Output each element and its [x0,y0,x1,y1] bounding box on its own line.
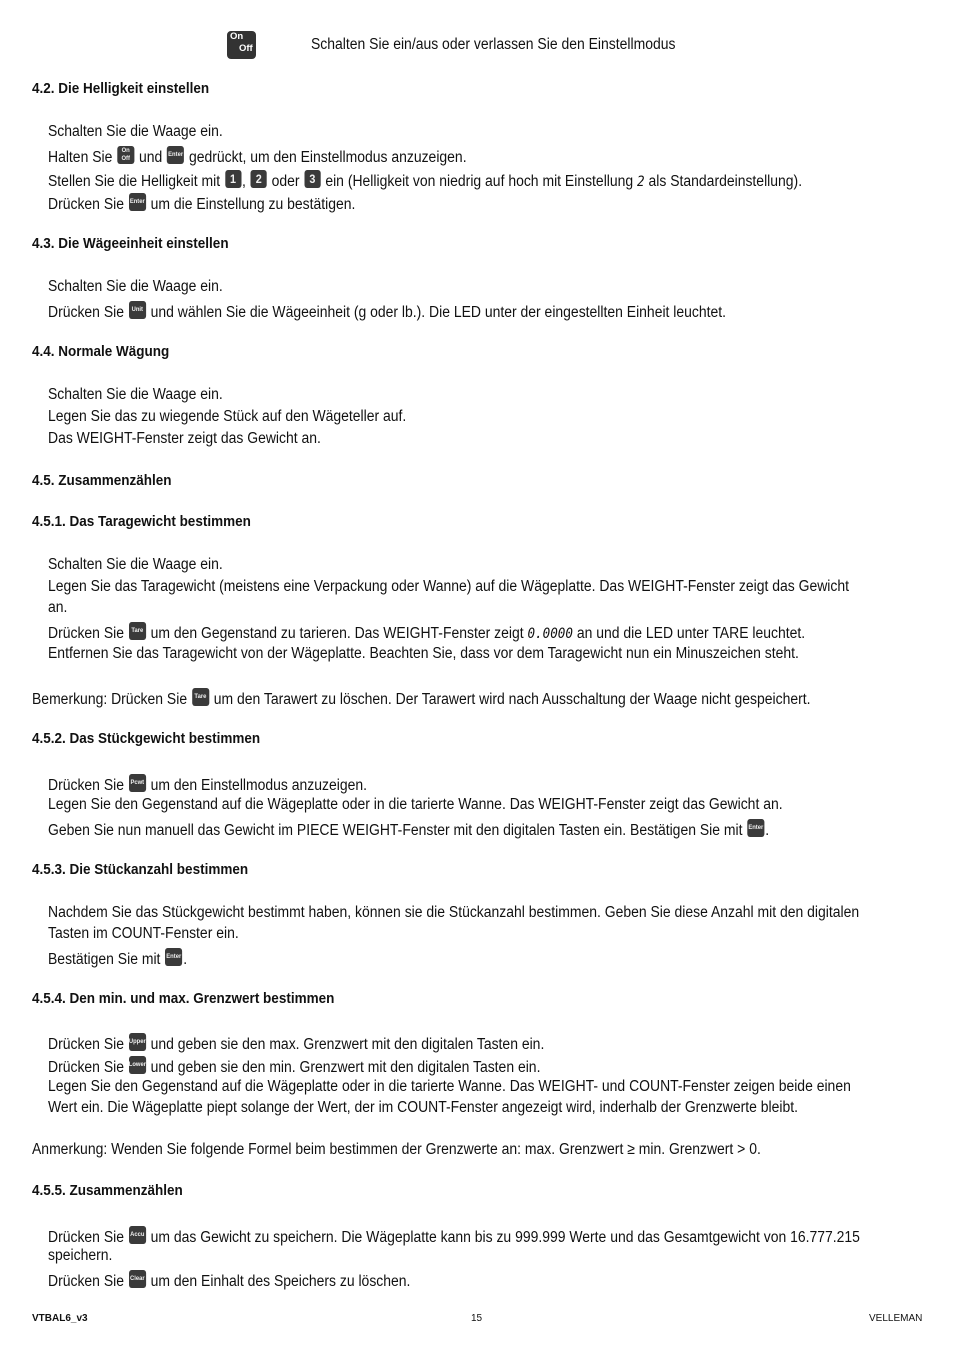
section-4-5-1-heading: 4.5.1. Das Taragewicht bestimmen [32,513,251,530]
s451-line5: Entfernen Sie das Taragewicht von der Wägeplatte. Beachten Sie, dass vor dem Taragewicht nun ein Minuszeichen steht. [48,645,799,662]
enter-key-icon: Enter [747,819,764,837]
s454-line2: Drücken Sie Lower und geben sie den min. Grenzwert mit den digitalen Tasten ein. [48,1056,540,1077]
s454-line4: Wert ein. Die Wägeplatte piept solange der Wert, der im COUNT-Fenster angezeigt wird, inderhalb der Grenzwerte bleibt. [48,1099,799,1116]
on-off-key-icon: On Off [117,146,134,164]
s42-line1: Schalten Sie die Waage ein. [48,123,223,140]
tare-key-icon: Tare [129,622,146,640]
s454-line1: Drücken Sie Upper und geben sie den max. Grenzwert mit den digitalen Tasten ein. [48,1033,544,1054]
footer-brand: VELLEMAN [869,1313,923,1324]
tare-key-icon: Tare [192,688,209,706]
s44-line2: Legen Sie das zu wiegende Stück auf den Wägeteller auf. [48,408,407,425]
s452-line3: Geben Sie nun manuell das Gewicht im PIECE WEIGHT-Fenster mit den digitalen Tasten ein. Bestätigen Sie mit Enter . [48,819,769,840]
section-4-3-heading: 4.3. Die Wägeeinheit einstellen [32,235,229,252]
section-4-5-5-heading: 4.5.5. Zusammenzählen [32,1182,183,1199]
s453-line3: Bestätigen Sie mit Enter . [48,948,187,969]
key-3-icon: 3 [304,170,320,188]
s452-line2: Legen Sie den Gegenstand auf die Wägeplatte oder in die tarierte Wanne. Das WEIGHT-Fenster zeigt das Gewicht an. [48,796,783,813]
s42-line4: Drücken Sie Enter um die Einstellung zu bestätigen. [48,193,355,214]
section-4-2-heading: 4.2. Die Helligkeit einstellen [32,80,210,97]
s43-line2: Drücken Sie Unit und wählen Sie die Wägeeinheit (g oder lb.). Die LED unter der eingestellten Einheit leuchtet. [48,301,726,322]
on-off-description: Schalten Sie ein/aus oder verlassen Sie den Einstellmodus [311,36,676,53]
footer-doc-code: VTBAL6_v3 [32,1313,88,1324]
s455-line2: speichern. [48,1247,113,1264]
footer-page-number: 15 [471,1313,483,1324]
s451-line4: Drücken Sie Tare um den Gegenstand zu tarieren. Das WEIGHT-Fenster zeigt 0.0000 an und die LED unter TARE leuchtet. [48,622,805,643]
key-2-icon: 2 [251,170,267,188]
s451-note: Bemerkung: Drücken Sie Tare um den Tarawert zu löschen. Der Tarawert wird nach Ausschaltung der Waage nicht gespeichert. [32,688,811,709]
s451-line2: Legen Sie das Taragewicht (meistens eine Verpackung oder Wanne) auf die Wägeplatte. Das WEIGHT-Fenster zeigt das Gewicht [48,578,849,595]
enter-key-icon: Enter [167,146,184,164]
s454-line3: Legen Sie den Gegenstand auf die Wägeplatte oder in die tarierte Wanne. Das WEIGHT- und COUNT-Fenster zeigen beide einen [48,1078,851,1095]
s453-line2: Tasten im COUNT-Fenster ein. [48,925,239,942]
upper-key-icon: Upper [129,1033,146,1051]
s42-line3: Stellen Sie die Helligkeit mit 1 , 2 oder 3 ein (Helligkeit von niedrig auf hoch mit Einstellung 2 als Standardeinstellung). [48,172,803,190]
clear-key-icon: Clear [129,1270,146,1288]
s452-line1: Drücken Sie Pcwt um den Einstellmodus anzuzeigen. [48,774,367,795]
on-off-key-icon: On Off [227,31,256,59]
section-4-5-4-heading: 4.5.4. Den min. und max. Grenzwert bestimmen [32,990,335,1007]
section-4-5-3-heading: 4.5.3. Die Stückanzahl bestimmen [32,861,249,878]
section-4-4-heading: 4.4. Normale Wägung [32,343,170,360]
lower-key-icon: Lower [129,1056,146,1074]
section-4-5-heading: 4.5. Zusammenzählen [32,472,172,489]
accu-key-icon: Accu [129,1226,146,1244]
s43-line1: Schalten Sie die Waage ein. [48,278,223,295]
s455-line1: Drücken Sie Accu um das Gewicht zu speichern. Die Wägeplatte kann bis zu 999.999 Werte und das Gesamtgewicht von 16.777.215 [48,1226,860,1247]
s455-line3: Drücken Sie Clear um den Einhalt des Speichers zu löschen. [48,1270,410,1291]
s451-line1: Schalten Sie die Waage ein. [48,556,223,573]
unit-key-icon: Unit [129,301,146,319]
enter-key-icon: Enter [129,193,146,211]
s453-line1: Nachdem Sie das Stückgewicht bestimmt haben, können sie die Stückanzahl bestimmen. Geben Sie diese Anzahl mit den digitalen [48,904,860,921]
section-4-5-2-heading: 4.5.2. Das Stückgewicht bestimmen [32,730,261,747]
s44-line1: Schalten Sie die Waage ein. [48,386,223,403]
s454-note: Anmerkung: Wenden Sie folgende Formel beim bestimmen der Grenzwerte an: max. Grenzwert ≥ min. Grenzwert > 0. [32,1141,761,1158]
enter-key-icon: Enter [165,948,182,966]
display-digit: 2 [637,174,645,190]
s451-line3: an. [48,599,68,616]
key-1-icon: 1 [225,170,241,188]
display-digits: 0.0000 [527,626,573,642]
s42-line2: Halten Sie On Off und Enter gedrückt, um den Einstellmodus anzuzeigen. [48,147,467,166]
pcwt-key-icon: Pcwt [129,774,146,792]
s44-line3: Das WEIGHT-Fenster zeigt das Gewicht an. [48,430,321,447]
